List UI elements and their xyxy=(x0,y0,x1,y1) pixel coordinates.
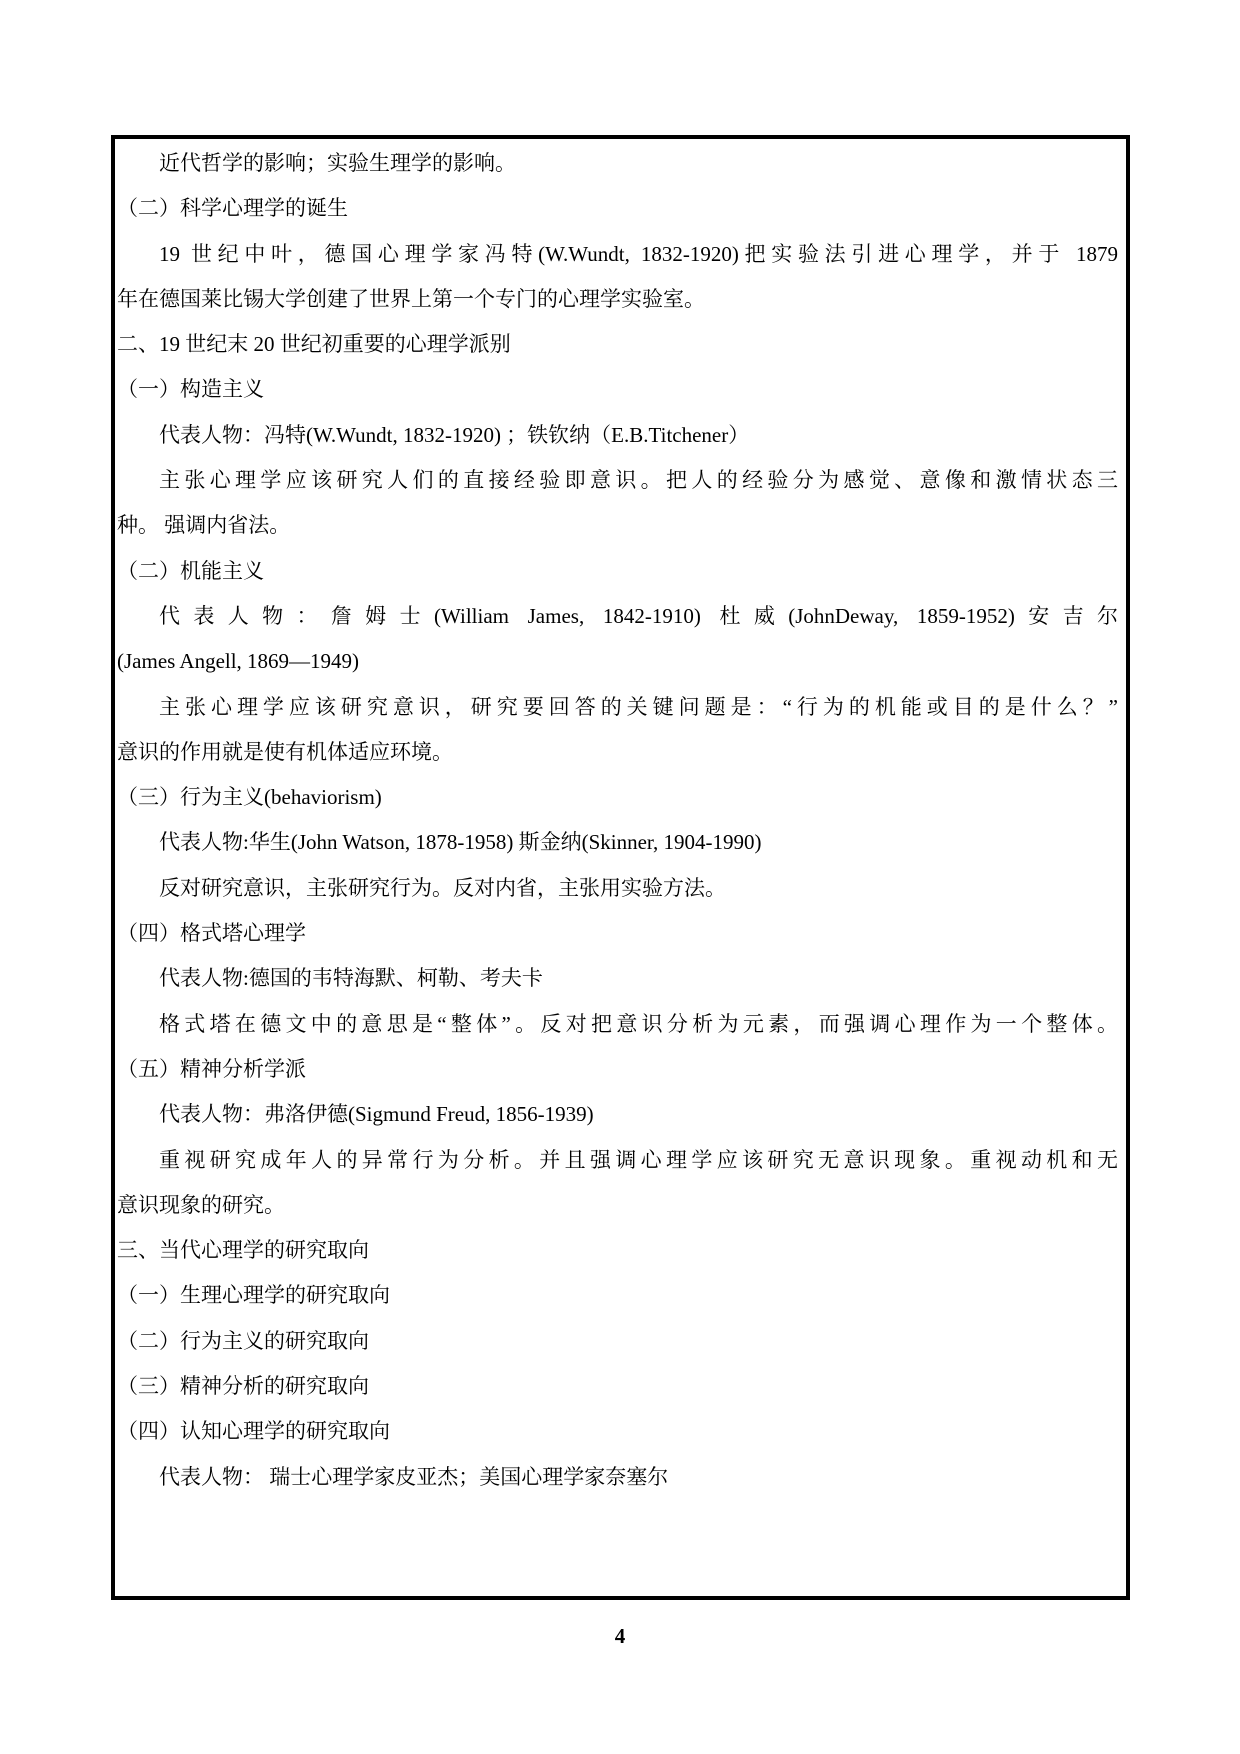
text-line: （二）机能主义 xyxy=(117,558,264,583)
text-line: 代表人物:华生(John Watson, 1878-1958) 斯金纳(Skinner, 1904-1990) xyxy=(159,830,762,855)
text-line: （四）格式塔心理学 xyxy=(117,921,306,946)
text-line: 代表人物:德国的韦特海默、柯勒、考夫卡 xyxy=(159,966,543,991)
text-line: （一）生理心理学的研究取向 xyxy=(117,1283,390,1308)
text-line: （五）精神分析学派 xyxy=(117,1056,306,1081)
text-line: 年在德国莱比锡大学创建了世界上第一个专门的心理学实验室。 xyxy=(117,286,705,311)
text-line: 主张心理学应该研究意识，研究要回答的关键问题是：“行为的机能或目的是什么？” xyxy=(159,694,1118,719)
text-line: 代表人物： 瑞士心理学家皮亚杰；美国心理学家奈塞尔 xyxy=(159,1464,669,1489)
document-text xyxy=(117,141,1118,1500)
text-line: 近代哲学的影响；实验生理学的影响。 xyxy=(159,151,516,175)
page-number: 4 xyxy=(614,1624,626,1648)
document-border-box xyxy=(111,135,1130,1600)
text-line: （二）行为主义的研究取向 xyxy=(117,1328,369,1353)
text-line: 主张心理学应该研究人们的直接经验即意识。把人的经验分为感觉、意像和激情状态三 xyxy=(159,468,1118,493)
text-line: 19 世纪中叶，德国心理学家冯特(W.Wundt, 1832-1920)把实验法引进心理学，并于 1879 xyxy=(159,241,1118,266)
text-line: 代表人物：詹姆士(William James, 1842-1910) 杜威(JohnDeway, 1859-1952)安吉尔 xyxy=(159,603,1118,628)
text-line: 种。 强调内省法。 xyxy=(117,513,291,538)
text-line: （四）认知心理学的研究取向 xyxy=(117,1419,390,1444)
text-line: 二、19 世纪末 20 世纪初重要的心理学派别 xyxy=(117,332,511,357)
text-line: （一）构造主义 xyxy=(117,377,264,402)
text-line: 反对研究意识，主张研究行为。反对内省，主张用实验方法。 xyxy=(159,875,726,900)
text-line: 代表人物：冯特(W.Wundt, 1832-1920) ；铁钦纳（E.B.Titchener） xyxy=(159,422,750,447)
text-line: （三）行为主义(behaviorism) xyxy=(117,785,382,810)
text-line: 意识的作用就是使有机体适应环境。 xyxy=(117,739,453,764)
text-line: 代表人物：弗洛伊德(Sigmund Freud, 1856-1939) xyxy=(159,1102,594,1127)
text-line: 格式塔在德文中的意思是“整体”。反对把意识分析为元素，而强调心理作为一个整体。 xyxy=(159,1011,1118,1036)
text-line: (James Angell, 1869—1949) xyxy=(117,649,360,674)
text-line: 意识现象的研究。 xyxy=(117,1192,285,1217)
text-line: 重视研究成年人的异常行为分析。并且强调心理学应该研究无意识现象。重视动机和无 xyxy=(159,1147,1118,1172)
text-line: （三）精神分析的研究取向 xyxy=(117,1374,369,1399)
text-line: （二）科学心理学的诞生 xyxy=(117,196,348,221)
text-line: 三、当代心理学的研究取向 xyxy=(117,1238,369,1263)
